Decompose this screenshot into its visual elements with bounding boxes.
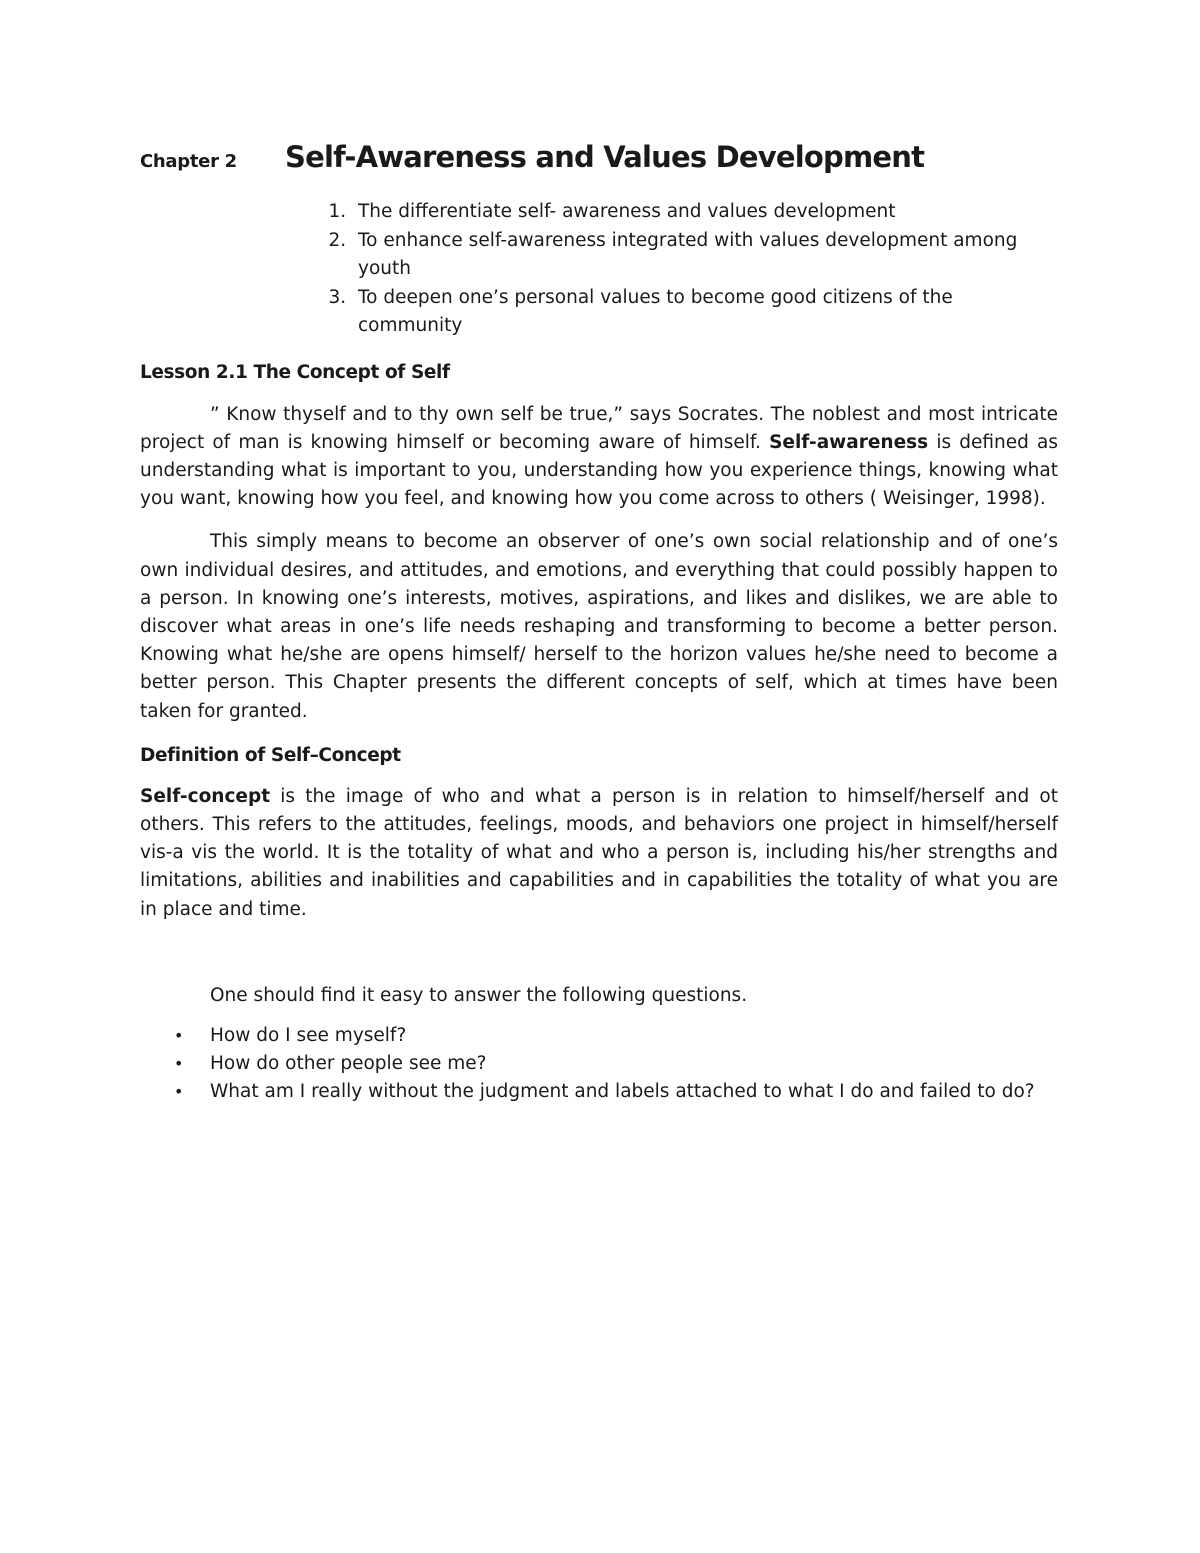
paragraph-text: is the image of who and what a person is in relation to himself/herself and ot others. This refers to the attitudes, feelings, moods, and behaviors one project in himself/herself vis-a vis the world. It is the totality of what and who a person is, including his/her strengths and limitations, abilities and inabilities and capabilities and in capabilities the totality of what you are in place and time. <box>140 785 1058 920</box>
question-text: What am I really without the judgment and labels attached to what I do and failed to do? <box>210 1081 1035 1103</box>
questions-intro: One should find it easy to answer the following questions. <box>210 984 748 1006</box>
bullet-icon: • <box>174 1082 184 1102</box>
chapter-title: Self-Awareness and Values Development <box>285 140 925 174</box>
objective-item: 3. To deepen one’s personal values to become good citizens of the community <box>352 284 1058 341</box>
objective-item: 1. The differentiate self- awareness and values development <box>352 198 1058 227</box>
lesson-paragraph-2: This simply means to become an observer of one’s own social relationship and of one’s own individual desires, and attitudes, and emotions, and everything that could possibly happen to a person. In knowing one’s interests, motives, aspirations, and likes and dislikes, we are able to discover what areas in one’s life needs reshaping and transforming to become a better person. Knowing what he/she are opens himself/ herself to the horizon values he/she need to become a better person. This Chapter presents the different concepts of self, which at times have been taken for granted. <box>140 531 1058 722</box>
bullet-icon: • <box>174 1025 184 1045</box>
definition-paragraph <box>140 783 1058 924</box>
paragraph-text: is defined as understanding what is important to you, understanding how you experience things, knowing what you want, knowing how you feel, and knowing how you come across to others ( Weisinger, 1998). <box>140 431 1058 510</box>
chapter-header <box>140 140 1058 186</box>
lesson-paragraph-1 <box>140 401 1058 514</box>
chapter-label: Chapter 2 <box>140 151 237 172</box>
page-content <box>140 140 1058 1106</box>
questions-list <box>140 1022 1058 1107</box>
question-item <box>140 1050 1058 1078</box>
definition-heading: Definition of Self–Concept <box>140 744 401 766</box>
bold-term-self-awareness: Self-awareness <box>769 431 929 453</box>
question-item <box>140 1078 1058 1106</box>
lesson-heading: Lesson 2.1 The Concept of Self <box>140 361 450 383</box>
question-item <box>140 1022 1058 1050</box>
paragraph-text: ” Know thyself and to thy own self be true,” says Socrates. The noblest and most intricate project of man is knowing himself or becoming aware of himself. <box>140 403 1058 453</box>
question-text: How do other people see me? <box>210 1052 487 1074</box>
objective-item: 2. To enhance self-awareness integrated with values development among youth <box>352 227 1058 284</box>
objectives-list <box>140 198 1058 341</box>
question-text: How do I see myself? <box>210 1024 407 1046</box>
bullet-icon: • <box>174 1053 184 1073</box>
bold-term-self-concept: Self-concept <box>140 785 271 807</box>
